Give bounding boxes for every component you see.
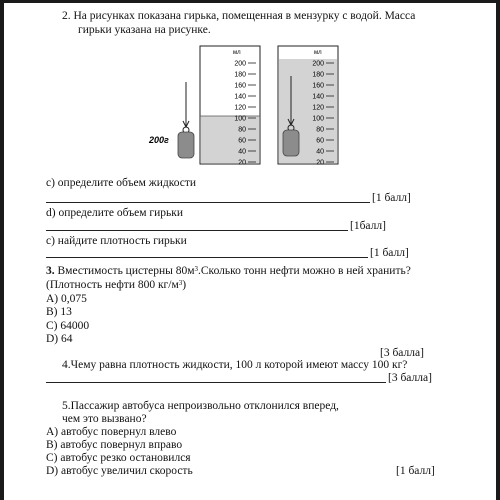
q2-d-text: d) определите объем гирьки: [46, 207, 184, 219]
q2-text-line2: гирьки указана на рисунке.: [78, 24, 211, 36]
q2-d-score: [1балл]: [350, 220, 386, 232]
scale-tick-label: 180: [312, 71, 324, 79]
q2-text-line1: 2. На рисунках показана гирька, помещенная в мензурку с водой. Масса: [62, 10, 416, 22]
scale-tick-label: 140: [312, 93, 324, 101]
q3-option-b: B) 13: [46, 306, 72, 318]
q3-option-d: D) 64: [46, 333, 73, 345]
weight-left: [178, 132, 194, 158]
scale-tick-label: 160: [312, 82, 324, 90]
scale-tick-label: 120: [312, 104, 324, 112]
scale-tick-label: 20: [238, 159, 246, 167]
scale-tick-label: 200: [234, 60, 246, 68]
unit-label-left: мл: [233, 50, 241, 56]
q2-e-score: [1 балл]: [370, 247, 409, 259]
answer-line-c: [46, 202, 370, 203]
scale-left: [234, 61, 256, 167]
page-frame-top: [0, 0, 500, 3]
scale-tick-label: 140: [234, 93, 246, 101]
scale-tick-label: 80: [316, 126, 324, 134]
scale-tick-label: 180: [234, 71, 246, 79]
q5-option-c: C) автобус резко остановился: [46, 452, 191, 464]
scale-tick-label: 60: [238, 137, 246, 145]
scale-tick-label: 120: [234, 104, 246, 112]
q3-option-a: A) 0,075: [46, 293, 87, 305]
unit-label-right: мл: [314, 50, 322, 56]
q3-score: [3 балла]: [380, 347, 424, 359]
scale-tick-label: 80: [238, 126, 246, 134]
answer-line-q4: [46, 382, 386, 383]
answer-line-d: [46, 230, 348, 231]
scale-tick-label: 20: [316, 159, 324, 167]
q2-e-text: с) найдите плотность гирьки: [46, 235, 187, 247]
q3-text-line2: (Плотность нефти 800 $кг/м^3$): [46, 279, 187, 291]
scale-tick-label: 100: [234, 115, 246, 123]
q5-option-d: D) автобус увеличил скорость: [46, 465, 193, 477]
scale-tick-label: 160: [234, 82, 246, 90]
scale-tick-label: 60: [316, 137, 324, 145]
q5-text-line2: чем это вызвано?: [62, 413, 147, 425]
q5-text-line1: 5.Пассажир автобуса непроизвольно отклонился вперед,: [62, 400, 339, 412]
beaker-figure: [140, 42, 370, 170]
q4-text: 4.Чему равна плотность жидкости, 100 л которой имеют массу 100 кг?: [62, 359, 408, 371]
q3-option-c: C) 64000: [46, 320, 90, 332]
page-frame-left: [0, 0, 4, 500]
q2-c-score: [1 балл]: [372, 192, 411, 204]
q5-option-a: A) автобус повернул влево: [46, 426, 177, 438]
answer-line-e: [46, 257, 368, 258]
scale-tick-label: 100: [312, 115, 324, 123]
q5-score: [1 балл]: [396, 465, 435, 477]
water-left: [201, 116, 259, 163]
q2-c-text: c) определите объем жидкости: [46, 177, 197, 189]
q3-text-line1: 3. Вместимость цистерны $80м^3.Сколько$ тонн нефти можно в ней хранить?: [46, 265, 411, 277]
scale-tick-label: 40: [316, 148, 324, 156]
q4-score: [3 балла]: [388, 372, 432, 384]
scale-tick-label: 40: [238, 148, 246, 156]
weight-label: 200г: [149, 135, 169, 145]
q5-option-b: B) автобус повернул вправо: [46, 439, 183, 451]
weight-right: [283, 130, 299, 156]
page-frame-right: [496, 0, 500, 500]
scale-tick-label: 200: [312, 60, 324, 68]
